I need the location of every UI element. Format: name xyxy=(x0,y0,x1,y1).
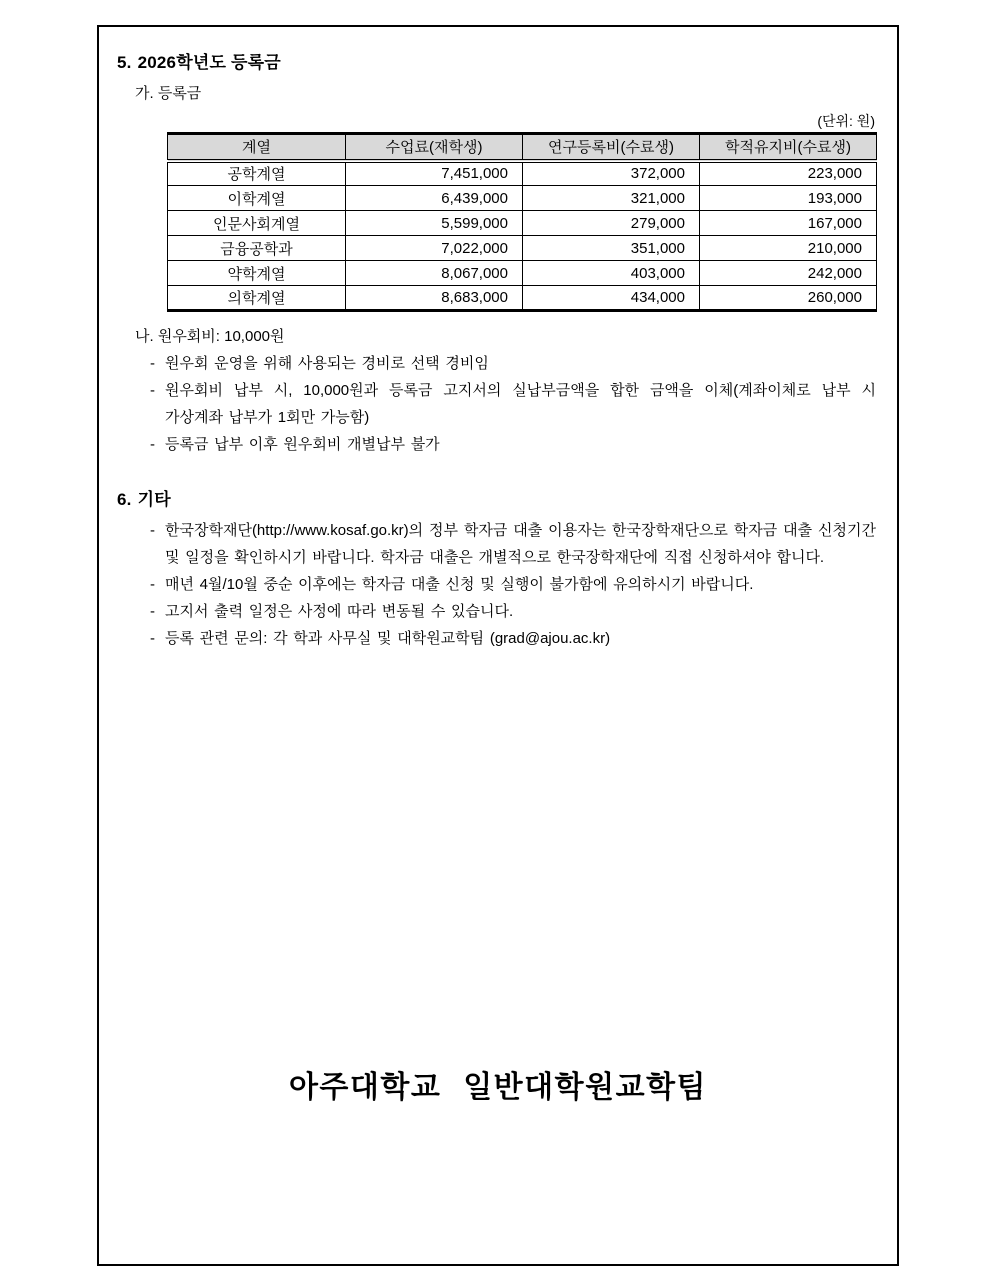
table-unit-note: (단위: 원) xyxy=(817,113,875,129)
cell-division: 공학계열 xyxy=(168,161,346,186)
table-row xyxy=(168,161,877,186)
cell-enrollment-fee: 210,000 xyxy=(700,236,877,261)
footer-department: 아주대학교 일반대학원교학팀 xyxy=(288,1071,708,1104)
list-item xyxy=(150,377,876,431)
bullet-text: 한국장학재단(http://www.kosaf.go.kr)의 정부 학자금 대출 이용자는 한국장학재단으로 학자금 대출 신청기간 및 일정을 확인하시기 바랍니다. 학자금 대출은 개별적으로 한국장학재단에 직접 신청하셔야 합니다. xyxy=(165,522,876,566)
section6-number: 6. xyxy=(117,490,132,509)
section6-heading xyxy=(117,489,875,511)
bullet-text: 등록 관련 문의: 각 학과 사무실 및 대학원교학팀 (grad@ajou.ac.kr) xyxy=(165,630,611,647)
section5-number: 5. xyxy=(117,53,132,72)
section5-sub-a-label: 가. 등록금 xyxy=(135,85,202,102)
header-division: 계열 xyxy=(168,134,346,161)
bullet-dash: - xyxy=(150,436,155,453)
table-row xyxy=(168,186,877,211)
header-research-fee: 연구등록비(수료생) xyxy=(523,134,700,161)
bullet-text: 고지서 출력 일정은 사정에 따라 변동될 수 있습니다. xyxy=(165,603,514,620)
table-row xyxy=(168,261,877,286)
cell-research-fee: 434,000 xyxy=(523,286,700,311)
cell-research-fee: 372,000 xyxy=(523,161,700,186)
tuition-table-header-row xyxy=(168,134,877,161)
cell-research-fee: 403,000 xyxy=(523,261,700,286)
bullet-text: 등록금 납부 이후 원우회비 개별납부 불가 xyxy=(165,436,440,453)
cell-division: 인문사회계열 xyxy=(168,211,346,236)
section5-sub-b-bullets xyxy=(150,350,876,458)
list-item xyxy=(150,517,876,571)
cell-tuition: 7,022,000 xyxy=(346,236,523,261)
cell-enrollment-fee: 242,000 xyxy=(700,261,877,286)
bullet-dash: - xyxy=(150,576,155,593)
section6-title: 기타 xyxy=(137,490,171,509)
list-item xyxy=(150,431,876,458)
cell-enrollment-fee: 223,000 xyxy=(700,161,877,186)
page-content xyxy=(99,27,897,652)
cell-division: 이학계열 xyxy=(168,186,346,211)
bullet-dash: - xyxy=(150,630,155,647)
list-item xyxy=(150,598,876,625)
tuition-table xyxy=(167,132,877,312)
table-row xyxy=(168,211,877,236)
cell-enrollment-fee: 260,000 xyxy=(700,286,877,311)
cell-tuition: 6,439,000 xyxy=(346,186,523,211)
header-enrollment-fee: 학적유지비(수료생) xyxy=(700,134,877,161)
cell-tuition: 7,451,000 xyxy=(346,161,523,186)
header-tuition: 수업료(재학생) xyxy=(346,134,523,161)
page-border xyxy=(97,25,899,1266)
table-row xyxy=(168,236,877,261)
cell-tuition: 8,067,000 xyxy=(346,261,523,286)
bullet-text: 원우회비 납부 시, 10,000원과 등록금 고지서의 실납부금액을 합한 금액을 이체(계좌이체로 납부 시 가상계좌 납부가 1회만 가능함) xyxy=(165,382,876,426)
bullet-text: 원우회 운영을 위해 사용되는 경비로 선택 경비임 xyxy=(165,355,489,372)
list-item xyxy=(150,350,876,377)
cell-tuition: 8,683,000 xyxy=(346,286,523,311)
cell-enrollment-fee: 167,000 xyxy=(700,211,877,236)
section6-bullets xyxy=(150,517,876,652)
table-row xyxy=(168,286,877,311)
bullet-dash: - xyxy=(150,522,155,539)
section5-sub-b-label: 나. 원우회비: 10,000원 xyxy=(135,328,285,345)
cell-tuition: 5,599,000 xyxy=(346,211,523,236)
bullet-text: 매년 4월/10월 중순 이후에는 학자금 대출 신청 및 실행이 불가함에 유의하시기 바랍니다. xyxy=(165,576,754,593)
cell-research-fee: 351,000 xyxy=(523,236,700,261)
bullet-dash: - xyxy=(150,382,155,399)
bullet-dash: - xyxy=(150,603,155,620)
cell-division: 금융공학과 xyxy=(168,236,346,261)
cell-research-fee: 279,000 xyxy=(523,211,700,236)
section5-title: 2026학년도 등록금 xyxy=(137,53,281,72)
cell-research-fee: 321,000 xyxy=(523,186,700,211)
cell-enrollment-fee: 193,000 xyxy=(700,186,877,211)
cell-division: 약학계열 xyxy=(168,261,346,286)
cell-division: 의학계열 xyxy=(168,286,346,311)
section5-heading xyxy=(117,52,875,74)
bullet-dash: - xyxy=(150,355,155,372)
list-item xyxy=(150,625,876,652)
list-item xyxy=(150,571,876,598)
